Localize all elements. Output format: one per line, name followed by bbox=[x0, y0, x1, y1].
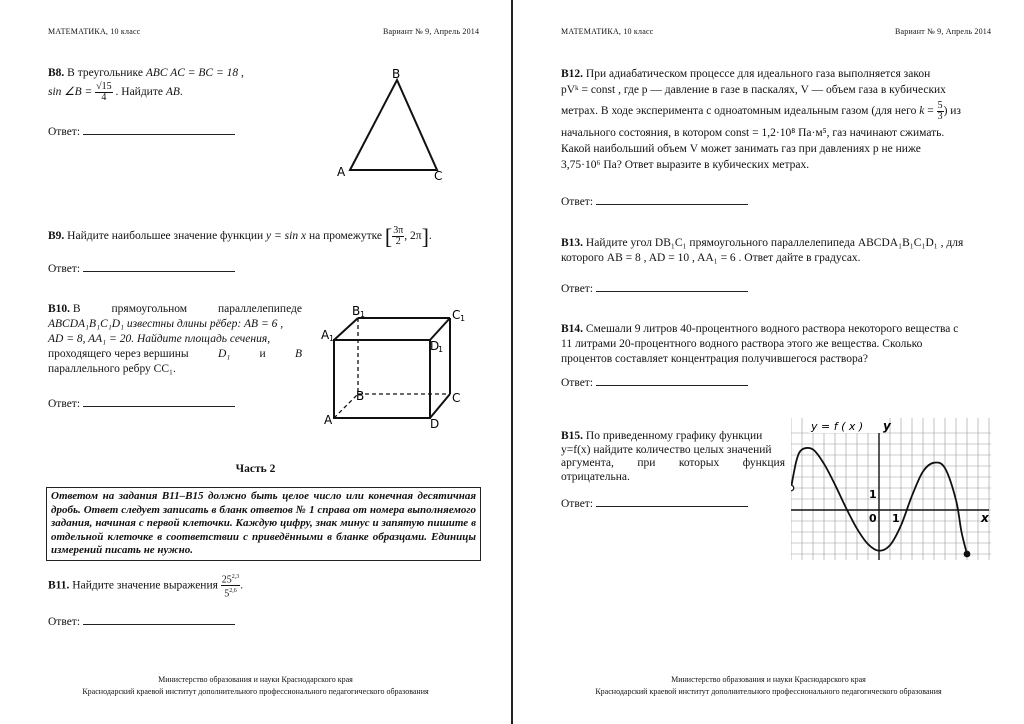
task-text: pVᵏ = const , где p — давление в газе в паскалях, V — объем газа в кубических bbox=[561, 84, 946, 96]
footer-line2: Краснодарский краевой институт дополнительного профессионального педагогического образования bbox=[82, 687, 429, 696]
vertex-label-a: A bbox=[337, 165, 346, 179]
answer-line[interactable] bbox=[83, 262, 235, 272]
den-exponent: 2,6 bbox=[229, 588, 237, 595]
b14-line3 bbox=[561, 352, 986, 367]
task-function: y = sin x bbox=[266, 230, 307, 243]
task-number: B10. bbox=[48, 303, 71, 315]
task-text: прямоугольном bbox=[111, 303, 188, 315]
answer-label: Ответ: bbox=[48, 616, 81, 628]
vertex-label-c: C bbox=[434, 169, 443, 182]
task-text: при bbox=[637, 457, 656, 469]
answer-label: Ответ: bbox=[561, 377, 594, 389]
num-base: 25 bbox=[221, 574, 232, 586]
answer-label: Ответ: bbox=[561, 196, 594, 208]
task-text: параллельного ребру CC₁. bbox=[48, 363, 176, 375]
task-text: AD = 8, AA₁ = 20. Найдите площадь сечения, bbox=[48, 333, 271, 345]
task-b8 bbox=[48, 66, 288, 81]
vertex-label-d1: D bbox=[430, 339, 440, 353]
k-fraction bbox=[937, 101, 944, 122]
b12-line2 bbox=[561, 82, 981, 98]
task-text: B bbox=[294, 348, 302, 360]
b10-line4 bbox=[48, 347, 302, 362]
answer-b13 bbox=[561, 282, 748, 297]
vertex-label-c: C bbox=[452, 391, 461, 405]
task-text: проходящего через вершины bbox=[48, 348, 189, 360]
task-text: В треугольнике bbox=[67, 67, 143, 79]
answer-line[interactable] bbox=[596, 376, 748, 386]
b14-line2 bbox=[561, 337, 986, 352]
answer-line[interactable] bbox=[83, 397, 235, 407]
answer-label: Ответ: bbox=[48, 126, 81, 138]
task-text: y=f(x) найдите количество целых значений bbox=[561, 443, 772, 456]
footer-line1: Министерство образования и науки Краснодарского края bbox=[671, 675, 866, 684]
task-text: которых bbox=[678, 457, 720, 469]
answer-line[interactable] bbox=[596, 282, 748, 292]
b13-line1 bbox=[561, 236, 986, 251]
answer-b15 bbox=[561, 497, 748, 512]
left-page bbox=[0, 0, 511, 724]
task-b14 bbox=[561, 322, 986, 367]
task-target: AB bbox=[165, 86, 180, 99]
y-unit-label: 1 bbox=[869, 488, 877, 501]
footer-line2: Краснодарский краевой институт дополнительного профессионального педагогического образования bbox=[595, 687, 942, 696]
task-text: Смешали 9 литров 40-процентного водного раствора некоторого вещества с bbox=[585, 323, 959, 335]
task-text: которого AB = 8 , AD = 10 , AA₁ = 6 . Ответ дайте в градусах. bbox=[561, 252, 861, 264]
vertex-label-b1: B bbox=[352, 304, 361, 318]
header-subject: МАТЕМАТИКА, 10 класс bbox=[561, 27, 654, 36]
answer-line[interactable] bbox=[83, 615, 235, 625]
task-b10 bbox=[48, 302, 302, 377]
answer-line[interactable] bbox=[596, 195, 748, 205]
b14-line1 bbox=[561, 322, 986, 337]
task-b11: B11. Найдите значение выражения $\frac{25^{2,3}}{5^{2,6}}$ . bbox=[48, 574, 244, 600]
b13-line2 bbox=[561, 251, 986, 266]
footer-line1: Министерство образования и науки Краснодарского края bbox=[158, 675, 353, 684]
fraction-denominator: 2 bbox=[395, 236, 401, 247]
endpoint-open bbox=[791, 485, 794, 491]
task-b13 bbox=[561, 236, 986, 266]
b10-line2 bbox=[48, 317, 302, 332]
fraction-numerator: 3π bbox=[393, 225, 404, 236]
task-text: D₁ bbox=[217, 348, 231, 360]
answer-line[interactable] bbox=[596, 497, 748, 507]
header-subject: МАТЕМАТИКА, 10 класс bbox=[48, 27, 141, 36]
answer-b8 bbox=[48, 125, 235, 140]
vertex-label-b: B bbox=[356, 389, 365, 403]
header-variant: Вариант № 9, Апрель 2014 bbox=[383, 27, 480, 36]
triangle-shape bbox=[350, 80, 437, 170]
task-text: В bbox=[72, 303, 81, 315]
part2-title: Часть 2 bbox=[235, 463, 276, 475]
task-text: на промежутке bbox=[308, 230, 383, 243]
part2-instructions: Ответом на задания B11–B15 должно быть целое число или конечная десятичная дробь. Ответ следует записать в бланк ответов № 1 справа от номера выполняемого задания, начиная с первой клеточки. Каждую цифру, знак минус и запятую пишите в отдельной клеточке в соответствии с приведёнными в бланке образцами. Единицы измерений писать не нужно. bbox=[46, 487, 481, 561]
b12-line6 bbox=[561, 157, 981, 173]
y-axis-label: y bbox=[883, 419, 891, 433]
graph-grid bbox=[791, 418, 991, 560]
vertex-label-c1: C bbox=[452, 308, 461, 322]
b10-line1 bbox=[48, 302, 302, 317]
x-unit-label: 1 bbox=[892, 512, 900, 525]
task-b8-line2: sin ∠B = $\frac{√15}{4}$ . Найдите AB. bbox=[48, 81, 183, 103]
vertex-label-d: D bbox=[430, 417, 440, 431]
task-text: ) из bbox=[943, 105, 961, 118]
parallelepiped-figure bbox=[318, 302, 478, 432]
answer-label: Ответ: bbox=[48, 398, 81, 410]
x-axis-label: x bbox=[981, 511, 989, 525]
task-text: Найдите значение выражения bbox=[72, 579, 218, 592]
subscript: 1 bbox=[329, 334, 335, 343]
b12-line5 bbox=[561, 141, 981, 157]
answer-b9 bbox=[48, 262, 235, 277]
fraction-denominator bbox=[221, 586, 241, 599]
fraction-denominator: 4 bbox=[101, 92, 107, 103]
b12-line1 bbox=[561, 66, 981, 82]
fraction bbox=[95, 82, 113, 103]
header-variant: Вариант № 9, Апрель 2014 bbox=[895, 27, 992, 36]
fraction-denominator: 3 bbox=[937, 111, 943, 122]
task-number: B15. bbox=[561, 430, 584, 442]
vertex-label-a1: A bbox=[321, 328, 330, 342]
task-b9: B9. Найдите наибольшее значение функции y = sin x на промежутке [ $\frac{3\pi}{2}$ , 2π]. bbox=[48, 224, 432, 249]
answer-label: Ответ: bbox=[48, 263, 81, 275]
den-base: 5 bbox=[224, 588, 230, 600]
triangle-figure bbox=[330, 66, 460, 182]
task-text: функция bbox=[742, 457, 785, 469]
vertex-label-b: B bbox=[392, 67, 401, 81]
front-face bbox=[334, 340, 430, 418]
answer-label: Ответ: bbox=[561, 283, 594, 295]
answer-b12 bbox=[561, 195, 748, 210]
task-text: 3,75·10⁶ Па? Ответ выразите в кубических метрах. bbox=[561, 159, 810, 171]
interval-end: , 2π bbox=[404, 230, 422, 243]
origin-label: 0 bbox=[869, 512, 877, 525]
b10-line3 bbox=[48, 332, 302, 347]
task-text: отрицательна. bbox=[561, 470, 630, 483]
task-text: аргумента, bbox=[561, 457, 614, 469]
num-exponent: 2,3 bbox=[231, 574, 240, 580]
task-text: . Найдите bbox=[115, 86, 163, 99]
task-expression: ABC AC = BC = 18 , bbox=[145, 67, 244, 79]
vertex-label-a: A bbox=[324, 413, 333, 427]
right-page bbox=[513, 0, 1024, 724]
answer-b11 bbox=[48, 615, 235, 630]
task-b15 bbox=[561, 430, 785, 484]
task-text: Найдите угол DB₁C₁ прямоугольного параллелепипеда ABCDA₁B₁C₁D₁ , для bbox=[585, 237, 964, 249]
task-b12 bbox=[561, 66, 981, 173]
subscript: 1 bbox=[360, 310, 366, 319]
b15-line2 bbox=[561, 444, 785, 458]
subscript: 1 bbox=[460, 314, 466, 323]
answer-b10 bbox=[48, 397, 235, 412]
fraction-numerator bbox=[221, 572, 241, 586]
task-number: B12. bbox=[561, 68, 584, 80]
b12-line4 bbox=[561, 125, 981, 141]
graph-title: y = f ( x ) bbox=[811, 420, 864, 433]
task-text: По приведенному графику функции bbox=[585, 430, 763, 442]
answer-line[interactable] bbox=[83, 125, 235, 135]
task-number: B13. bbox=[561, 237, 584, 249]
task-text: параллелепипеде bbox=[217, 303, 302, 315]
b10-line5 bbox=[48, 362, 302, 377]
fraction-numerator: √15 bbox=[96, 81, 112, 92]
task-text: Какой наибольший объем V может занимать газ при давлениях p не ниже bbox=[561, 143, 921, 155]
answer-label: Ответ: bbox=[561, 498, 594, 510]
interval-fraction bbox=[392, 226, 404, 247]
b12-line3: метрах. В ходе эксперимента с одноатомным идеальным газом (для него k = $\frac{5}{3}$ ) из bbox=[561, 100, 961, 122]
function-graph bbox=[791, 418, 991, 560]
task-text: При адиабатическом процессе для идеального газа выполняется закон bbox=[585, 68, 931, 80]
answer-b14 bbox=[561, 376, 748, 391]
b15-line1 bbox=[561, 430, 785, 444]
task-text: начального состояния, в котором const = 1,2·10⁸ Па·м⁵, газ начинают сжимать. bbox=[561, 127, 945, 139]
subscript: 1 bbox=[438, 345, 444, 354]
task-text: и bbox=[259, 348, 266, 360]
b15-line3 bbox=[561, 457, 785, 471]
task-number: B8. bbox=[48, 67, 65, 79]
task-text: процентов составляет концентрация получившегося раствора? bbox=[561, 353, 868, 365]
task-text: Найдите наибольшее значение функции bbox=[67, 230, 264, 243]
task-text: метрах. В ходе эксперимента с одноатомным идеальным газом (для него bbox=[561, 105, 917, 118]
task-number: B14. bbox=[561, 323, 584, 335]
task-number: B11. bbox=[48, 579, 70, 592]
fraction-numerator: 5 bbox=[937, 100, 943, 111]
task-text: ABCDA₁B₁C₁D₁ известны длины рёбер: AB = 6 , bbox=[48, 318, 284, 330]
b15-line4 bbox=[561, 471, 785, 485]
task-text: 11 литрами 20-процентного водного раствора этого же вещества. Сколько bbox=[561, 338, 923, 350]
expression-fraction bbox=[221, 572, 241, 600]
endpoint-filled bbox=[964, 551, 970, 557]
sin-expression: sin ∠B = bbox=[48, 86, 93, 99]
task-number: B9. bbox=[48, 230, 65, 243]
